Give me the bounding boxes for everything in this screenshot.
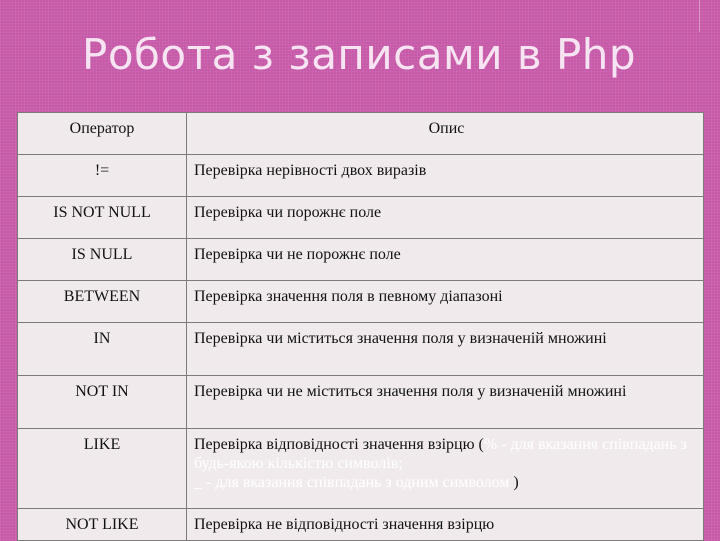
operator-cell: LIKE [18,429,187,509]
header-operator: Оператор [18,113,187,155]
hint-percent: % - для вказання співпадань з будь-якою кількістю символів; [194,436,687,472]
operator-cell: != [18,155,187,197]
hint-underscore: _ - для вказання співпадань з одним символом [194,474,510,491]
slide-title: Робота з записами в Php [82,30,637,79]
description-text: Перевірка відповідності значення взірцю [194,436,475,453]
header-description: Опис [187,113,704,155]
operator-cell: BETWEEN [18,281,187,323]
table-row [18,509,704,541]
description-cell: Перевірка нерівності двох виразів [187,155,704,197]
paren-open: ( [474,436,484,453]
description-cell: Перевірка чи міститься значення поля у визначеній множині [187,323,704,376]
operator-cell: IS NOT NULL [18,197,187,239]
table-header-row [18,113,704,155]
description-cell: Перевірка не відповідності значення взірцю [187,509,704,541]
table-row [18,155,704,197]
description-cell: Перевірка чи порожнє поле [187,197,704,239]
paren-close: ) [509,474,519,491]
operators-table [17,112,704,541]
description-cell: Перевірка чи не міститься значення поля у визначеній множині [187,376,704,429]
operator-cell: IN [18,323,187,376]
table-row [18,197,704,239]
operator-cell: NOT IN [18,376,187,429]
table-row [18,239,704,281]
description-cell [187,429,704,509]
operator-cell: NOT LIKE [18,509,187,541]
description-cell: Перевірка значення поля в певному діапазоні [187,281,704,323]
table-row [18,281,704,323]
operator-cell: IS NULL [18,239,187,281]
table-row [18,429,704,509]
decorative-line [699,0,700,32]
table-row [18,323,704,376]
description-cell: Перевірка чи не порожнє поле [187,239,704,281]
table-row [18,376,704,429]
